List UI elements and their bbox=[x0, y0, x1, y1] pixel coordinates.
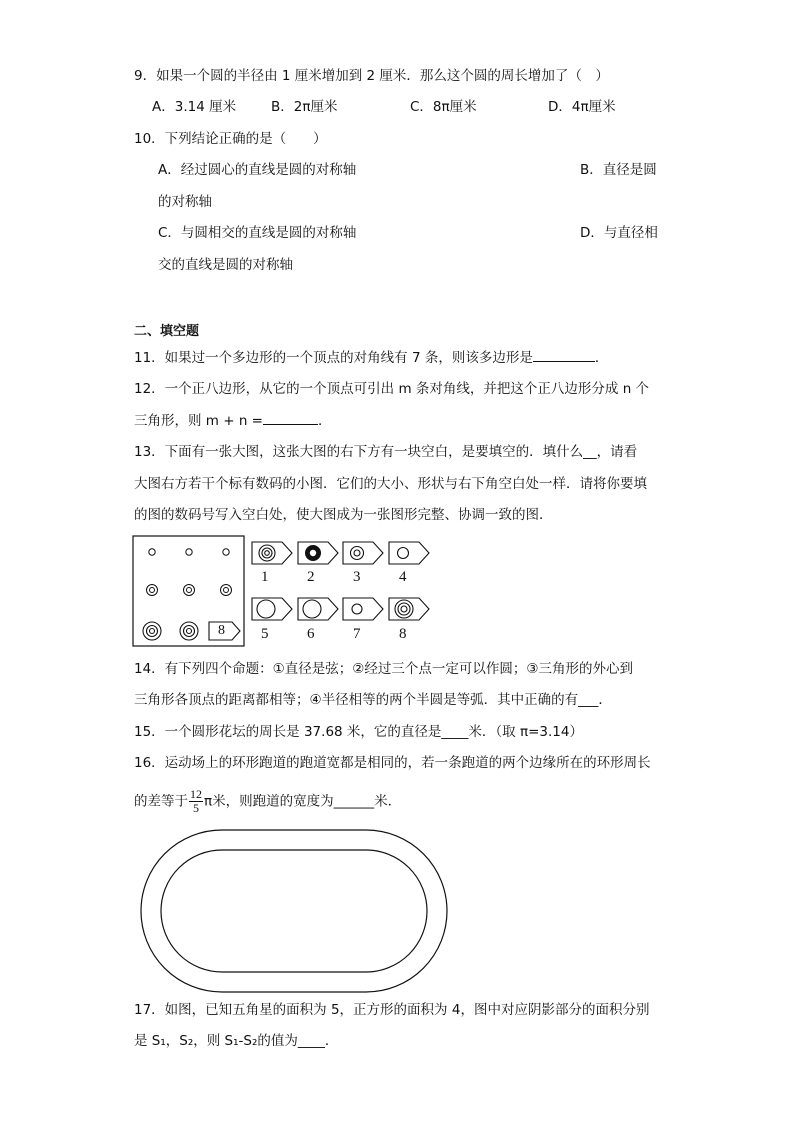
q9-option-a: A．3.14 厘米 bbox=[152, 99, 237, 115]
q13-line1: 13．下面有一张大图，这张大图的右下方有一块空白，是要填空的．填什么__，请看 bbox=[134, 444, 638, 460]
grid-circle bbox=[184, 585, 195, 596]
q16-frac-denominator: 5 bbox=[193, 801, 199, 815]
small-figure-6 bbox=[298, 598, 338, 620]
section-title: 二、填空题 bbox=[134, 324, 200, 339]
q16-fraction bbox=[189, 788, 203, 815]
q16-line2 bbox=[134, 788, 401, 815]
grid-circle bbox=[221, 585, 232, 596]
grid-circle bbox=[149, 549, 155, 555]
grid-circle bbox=[180, 622, 198, 640]
q11-before: 11．如果过一个多边形的一个顶点的对角线有 7 条，则该多边形是 bbox=[134, 350, 533, 366]
small-label-5: 5 bbox=[261, 626, 269, 642]
q14-line2: 三角形各顶点的距离都相等；④半径相等的两个半圆是等弧．其中正确的有___． bbox=[134, 692, 612, 708]
q10-option-d: D．与直径相 bbox=[580, 225, 658, 241]
q16-frac-numerator: 12 bbox=[190, 787, 202, 801]
grid-circle bbox=[143, 622, 161, 640]
small-label-7: 7 bbox=[353, 626, 361, 642]
grid-circle bbox=[186, 549, 192, 555]
small-label-6: 6 bbox=[307, 626, 315, 642]
q9-option-b: B．2π厘米 bbox=[271, 99, 338, 115]
q10-option-a: A．经过圆心的直线是圆的对称轴 bbox=[158, 162, 357, 178]
q9-option-c: C．8π厘米 bbox=[410, 99, 477, 115]
q16-line1: 16．运动场上的环形跑道的跑道宽都是相同的，若一条跑道的两个边缘所在的环形周长 bbox=[134, 755, 651, 771]
q10-option-d-cont: 交的直线是圆的对称轴 bbox=[158, 257, 293, 273]
blank-tag-label: 8 bbox=[218, 623, 225, 638]
q10-option-b: B．直径是圆 bbox=[580, 162, 657, 178]
small-figure-5 bbox=[252, 598, 292, 620]
q10-option-c: C．与圆相交的直线是圆的对称轴 bbox=[158, 225, 357, 241]
small-label-2: 2 bbox=[307, 569, 315, 585]
q11-after: ． bbox=[594, 350, 609, 366]
q16-after: π米，则跑道的宽度为______米． bbox=[204, 793, 402, 810]
q13-line2: 大图右方若干个标有数码的小图．它们的大小、形状与右下角空白处一样．请将你要填 bbox=[134, 476, 647, 492]
q12-line1: 12．一个正八边形，从它的一个顶点可引出 m 条对角线，并把这个正八边形分成 n 个 bbox=[134, 381, 650, 397]
small-label-4: 4 bbox=[399, 569, 407, 585]
q17-line1: 17．如图，已知五角星的面积为 5，正方形的面积为 4，图中对应阴影部分的面积分别 bbox=[134, 1002, 650, 1018]
q17-line2: 是 S₁，S₂，则 S₁-S₂的值为____． bbox=[134, 1033, 339, 1049]
q13-line3: 的图的数码号写入空白处，使大图成为一张图形完整、协调一致的图． bbox=[134, 507, 553, 523]
small-label-8: 8 bbox=[399, 626, 407, 642]
q14-line1: 14．有下列四个命题：①直径是弦；②经过三个点一定可以作圆；③三角形的外心到 bbox=[134, 661, 633, 677]
grid-circle bbox=[223, 549, 229, 555]
grid-circle bbox=[147, 585, 158, 596]
q16-before: 的差等于 bbox=[134, 793, 188, 810]
q10-stem: 10．下列结论正确的是（ ） bbox=[134, 131, 327, 147]
q10-option-b-cont: 的对称轴 bbox=[158, 194, 212, 210]
small-label-3: 3 bbox=[353, 569, 361, 585]
q12-after: ． bbox=[318, 413, 332, 429]
small-figure-7 bbox=[343, 598, 383, 620]
q12-before: 三角形，则 m + n = bbox=[134, 413, 263, 429]
q15-text: 15．一个圆形花坛的周长是 37.68 米，它的直径是____米．（取 π=3.14） bbox=[134, 724, 583, 740]
q9-stem: 9．如果一个圆的半径由 1 厘米增加到 2 厘米．那么这个圆的周长增加了（ ） bbox=[134, 68, 609, 84]
small-label-1: 1 bbox=[261, 569, 269, 585]
q9-option-d: D．4π厘米 bbox=[548, 99, 616, 115]
track-inner-edge bbox=[161, 850, 427, 972]
track-outer-edge bbox=[141, 830, 447, 992]
